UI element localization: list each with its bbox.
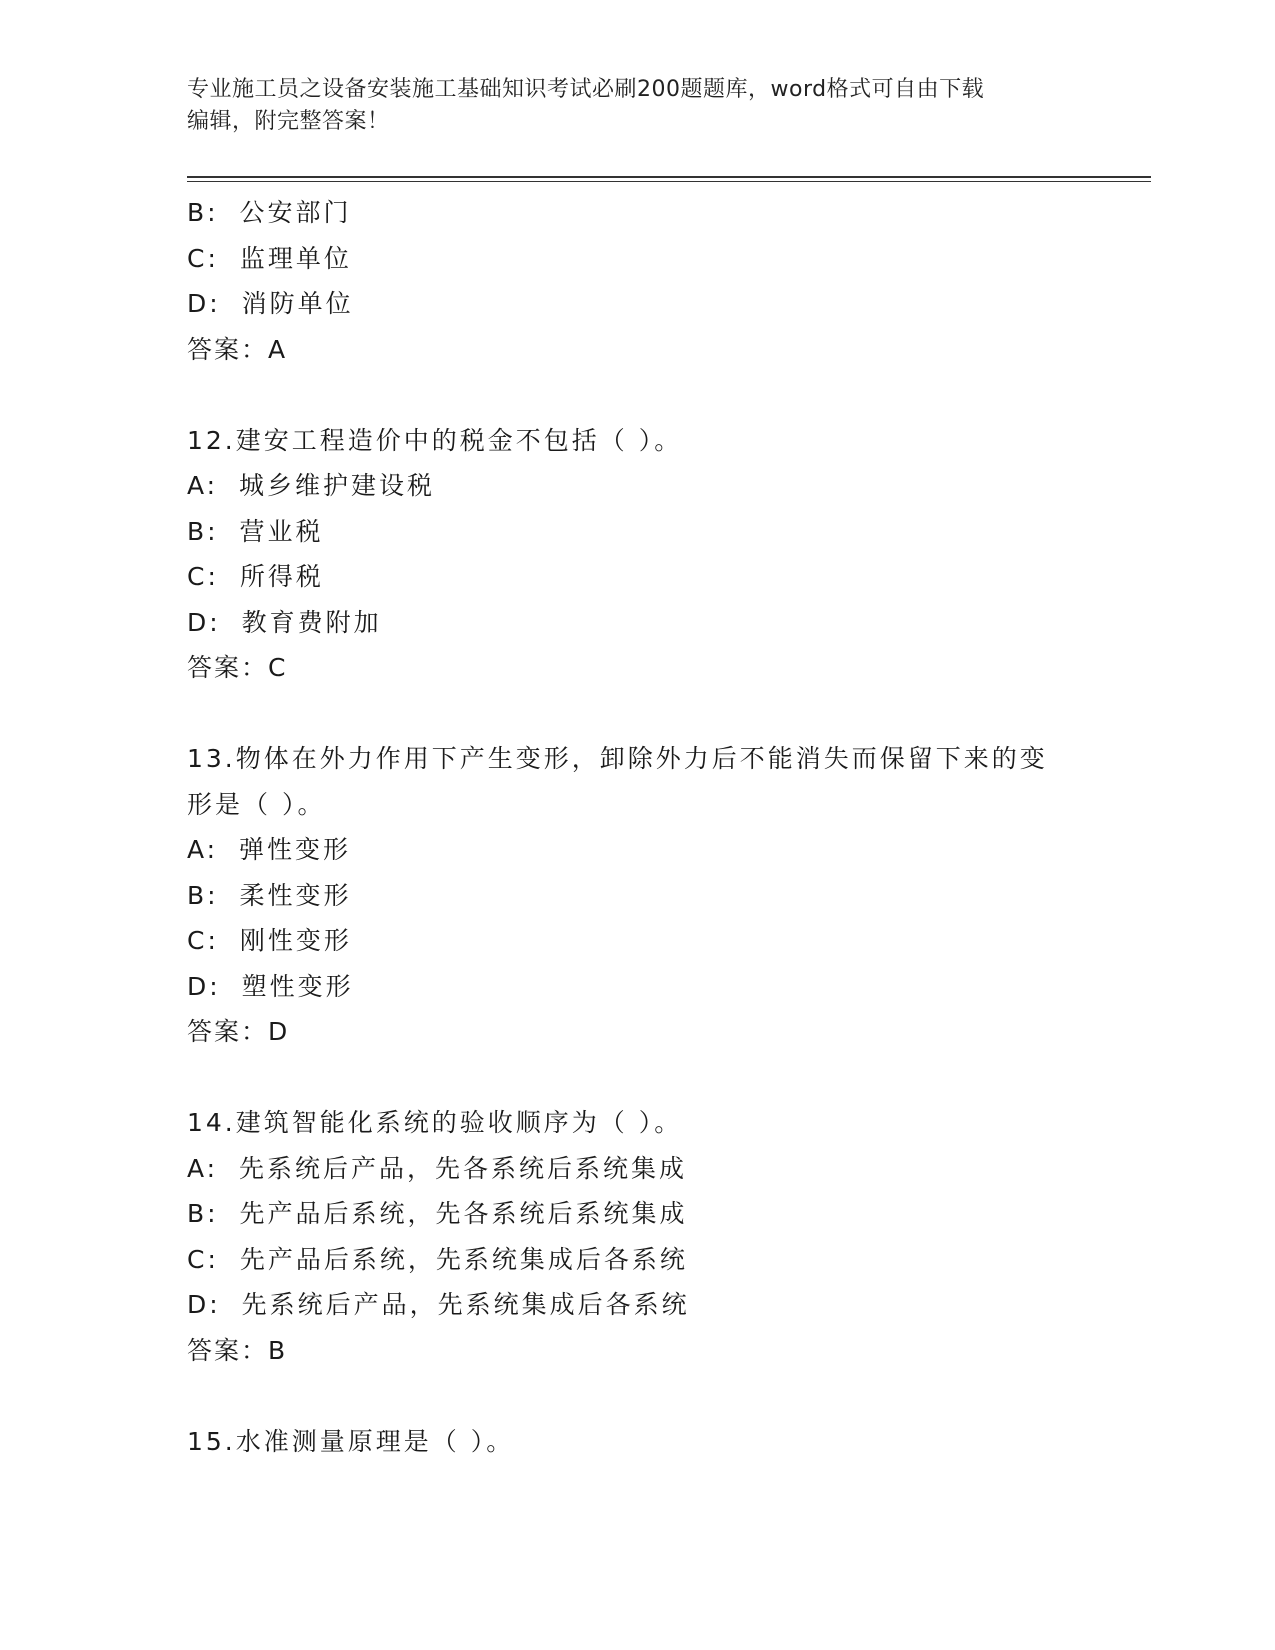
option-a: [187, 463, 1147, 509]
answer-line: 答案：B: [187, 1335, 288, 1365]
spacer: [187, 1055, 1147, 1101]
option-text: 城乡维护建设税: [239, 471, 436, 500]
answer-line: 答案：D: [187, 1017, 290, 1046]
answer-line: 答案：A: [187, 334, 288, 364]
header-line-1: 专业施工员之设备安装施工基础知识考试必刷200题题库，word格式可自由下载: [187, 77, 985, 102]
question-block-11: [187, 190, 1147, 372]
option-c: [187, 236, 1147, 282]
page-header: [187, 74, 1087, 138]
option-c: [187, 1237, 1147, 1283]
option-prefix: B:: [187, 198, 219, 227]
question-block-15: [187, 1419, 1147, 1465]
option-text: 营业税: [239, 516, 324, 546]
option-text: 先系统后产品，先各系统后系统集成: [239, 1153, 688, 1183]
option-text: 教育费附加: [241, 607, 382, 637]
option-prefix: C:: [187, 926, 219, 955]
spacer: [187, 372, 1147, 418]
option-prefix: A:: [187, 1153, 219, 1183]
header-divider-thick: [187, 176, 1151, 178]
option-prefix: B:: [187, 516, 219, 546]
spacer: [187, 691, 1147, 737]
option-c: [187, 918, 1147, 964]
option-a: [187, 1146, 1147, 1192]
question-list: [187, 190, 1147, 1464]
header-divider-thin: [187, 181, 1151, 182]
option-prefix: D:: [187, 607, 221, 637]
question-title: 12.建安工程造价中的税金不包括（ ）。: [187, 425, 683, 455]
option-d: [187, 964, 1147, 1010]
question-block-12: [187, 418, 1147, 691]
option-prefix: B:: [187, 1199, 219, 1228]
question-title-line-1: 13.物体在外力作用下产生变形，卸除外力后不能消失而保留下来的变: [187, 744, 1048, 773]
option-text: 弹性变形: [239, 835, 352, 864]
option-text: 所得税: [239, 562, 324, 591]
option-prefix: A:: [187, 471, 219, 500]
option-a: [187, 827, 1147, 873]
option-text: 消防单位: [241, 289, 354, 318]
option-prefix: D:: [187, 971, 221, 1001]
option-prefix: A:: [187, 835, 219, 864]
option-d: [187, 281, 1147, 327]
option-d: [187, 600, 1147, 646]
question-block-13: [187, 736, 1147, 1055]
answer-line: 答案：C: [187, 653, 288, 682]
option-b: [187, 1191, 1147, 1237]
option-prefix: D:: [187, 289, 221, 318]
question-title: 15.水准测量原理是（ ）。: [187, 1426, 515, 1456]
option-text: 先产品后系统，先系统集成后各系统: [239, 1244, 688, 1274]
option-text: 先系统后产品，先系统集成后各系统: [241, 1290, 690, 1319]
question-title-line-2: 形是（ ）。: [187, 789, 326, 819]
option-d: [187, 1282, 1147, 1328]
question-title: 14.建筑智能化系统的验收顺序为（ ）。: [187, 1108, 683, 1137]
option-text: 先产品后系统，先各系统后系统集成: [239, 1199, 688, 1228]
option-text: 公安部门: [239, 198, 352, 227]
option-prefix: B:: [187, 880, 219, 910]
spacer: [187, 1373, 1147, 1419]
option-b: [187, 509, 1147, 555]
option-text: 监理单位: [239, 243, 352, 273]
option-prefix: D:: [187, 1290, 221, 1319]
option-b: [187, 190, 1147, 236]
option-prefix: C:: [187, 243, 219, 273]
option-c: [187, 554, 1147, 600]
option-b: [187, 873, 1147, 919]
option-prefix: C:: [187, 562, 219, 591]
option-text: 刚性变形: [239, 926, 352, 955]
question-block-14: [187, 1100, 1147, 1373]
header-line-2: 编辑，附完整答案！: [187, 109, 390, 134]
option-prefix: C:: [187, 1244, 219, 1274]
option-text: 柔性变形: [239, 880, 352, 910]
option-text: 塑性变形: [241, 971, 354, 1001]
